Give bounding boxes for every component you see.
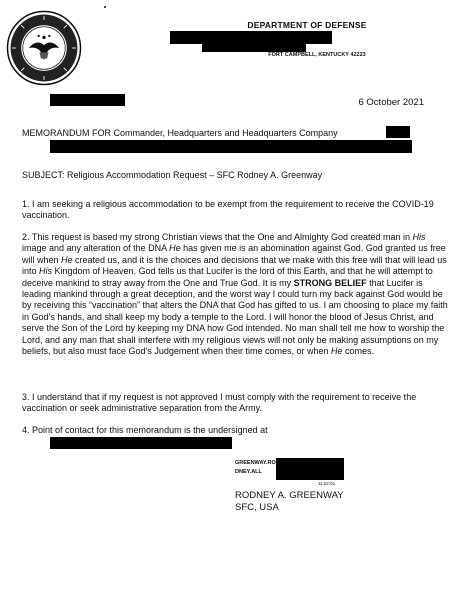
paragraph-3: 3. I understand that if my request is not approved I must comply with the requirement to receive the vaccination or seek administrative separation from the Army. [22, 392, 417, 414]
scan-speck [104, 6, 106, 8]
signer-rank: SFC, USA [235, 501, 279, 513]
memo-date: 6 October 2021 [358, 97, 424, 108]
signature-block [235, 490, 344, 513]
redaction-bar [202, 42, 306, 52]
digital-signature-name-2: DNEY.ALL [235, 469, 262, 475]
memorandum-for-text: MEMORANDUM FOR Commander, Headquarters and Headquarters Company [22, 128, 338, 138]
redaction-bar [386, 126, 410, 138]
digital-signature-name: GREENWAY.RO [235, 460, 276, 466]
redaction-bar [276, 458, 344, 480]
department-heading: DEPARTMENT OF DEFENSE [247, 20, 367, 30]
signer-name: RODNEY A. GREENWAY [235, 490, 344, 501]
redaction-bar [50, 140, 412, 153]
paragraph-4: 4. Point of contact for this memorandum is the undersigned at [22, 425, 268, 435]
location-line: FORT CAMPBELL, KENTUCKY 42223 [268, 52, 366, 58]
subject-line: SUBJECT: Religious Accommodation Request – SFC Rodney A. Greenway [22, 170, 323, 180]
redaction-bar [50, 94, 125, 106]
digital-signature-time: 11:02:01 [318, 481, 336, 486]
redaction-bar [50, 437, 232, 449]
paragraph-1: 1. I am seeking a religious accommodation to be exempt from the requirement to receive the COVID-19 vaccination. [22, 199, 434, 221]
paragraph-2: 2. This request is based my strong Christian views that the One and Almighty God created man in His image and any alteration of the DNA He has given me is an abomination against God. God granted us free will when He created us, and it is the choices and decisions that we make with this free will that will lead us into His Kingdom of Heaven. God tells us that Lucifer is the lord of this Earth, and that he will attempt to deceive mankind to stray away from the One and True God. It is my STRONG BELIEF that Lucifer is leading mankind through a great deception, and the worst way I could turn my back against God would be by receiving this “vaccination” that alters the DNA that God has gifted to us. I am choosing to place my faith in God’s hands, and shall keep my body a temple to the Lord. I will honor the blood of Jesus Christ, and serve the Son of the Lord by keeping my DNA how God intended. No man shall tell me how to worship the Lord, and any man that shall interfere with my religious views will not only be making assumptions on my beliefs, but also must face God’s Judgement when their time comes, or when He comes. [22, 232, 448, 357]
